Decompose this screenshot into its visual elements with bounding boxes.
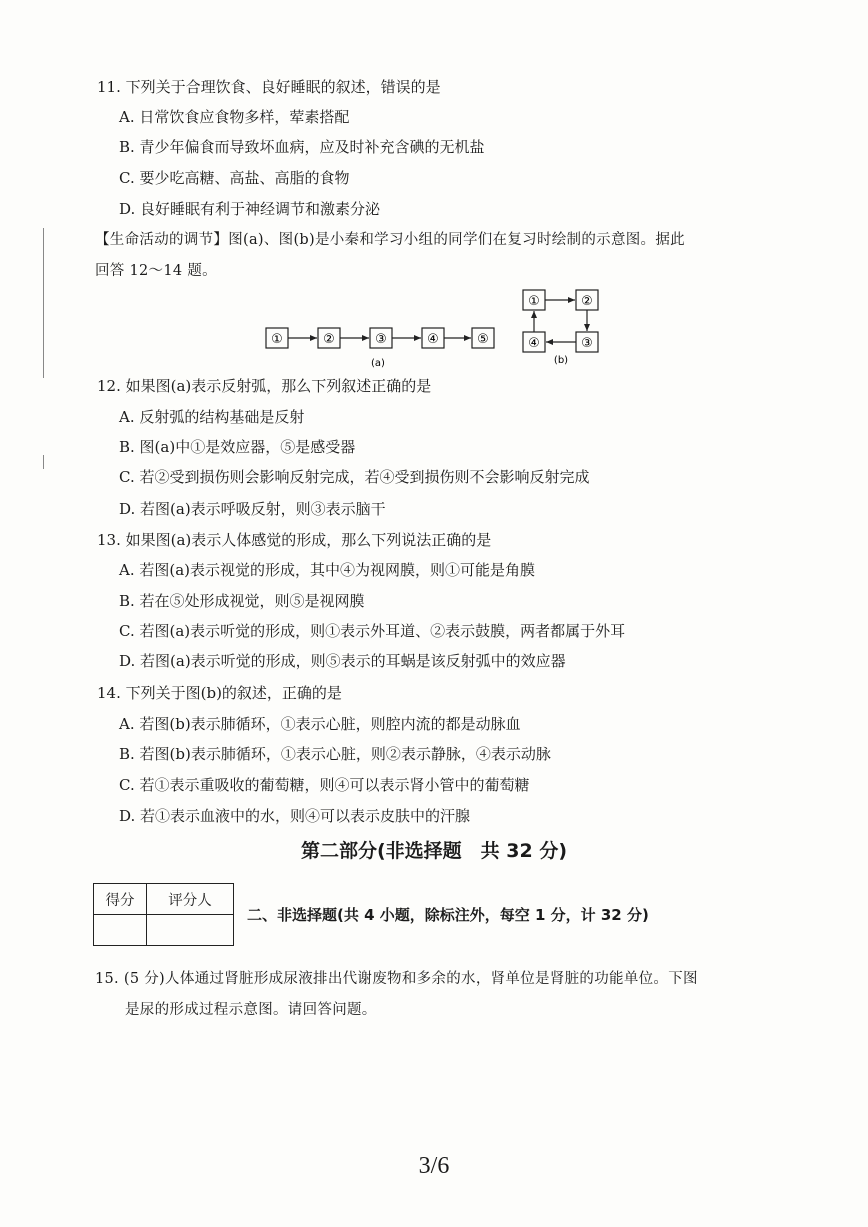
part-2-heading: 二、非选择题(共 4 小题，除标注外，每空 1 分，计 32 分) bbox=[247, 906, 649, 924]
question-12-option-b: B. 图(a)中①是效应器，⑤是感受器 bbox=[119, 438, 356, 456]
question-13-option-d: D. 若图(a)表示听觉的形成，则⑤表示的耳蜗是该反射弧中的效应器 bbox=[119, 652, 566, 670]
diagram-a-box-3: ③ bbox=[375, 332, 387, 347]
question-13-option-b: B. 若在⑤处形成视觉，则⑤是视网膜 bbox=[119, 592, 365, 610]
question-14-option-b: B. 若图(b)表示肺循环，①表示心脏，则②表示静脉，④表示动脉 bbox=[119, 745, 551, 763]
margin-mark-mid bbox=[43, 455, 44, 469]
question-15-line-1: 15. (5 分)人体通过肾脏形成尿液排出代谢废物和多余的水，肾单位是肾脏的功能单位。下图 bbox=[95, 971, 698, 987]
diagram-b-caption: (b) bbox=[553, 355, 569, 366]
diagram-b-box-1: ① bbox=[528, 294, 540, 309]
flow-diagrams bbox=[0, 0, 868, 380]
grader-cell bbox=[147, 915, 234, 946]
diagram-b-box-4: ④ bbox=[528, 336, 540, 351]
diagram-b-box-2: ② bbox=[581, 294, 593, 309]
score-cell bbox=[94, 915, 147, 946]
question-11-option-a: A. 日常饮食应食物多样，荤素搭配 bbox=[119, 108, 350, 126]
intro-line-1: 【生命活动的调节】图(a)、图(b)是小秦和学习小组的同学们在复习时绘制的示意图。据此 bbox=[95, 232, 685, 248]
question-13-option-a: A. 若图(a)表示视觉的形成，其中④为视网膜，则①可能是角膜 bbox=[119, 561, 536, 579]
question-15-line-2: 是尿的形成过程示意图。请回答问题。 bbox=[125, 1002, 377, 1018]
question-11-option-d: D. 良好睡眠有利于神经调节和激素分泌 bbox=[119, 200, 381, 218]
question-11-option-c: C. 要少吃高糖、高盐、高脂的食物 bbox=[119, 169, 350, 187]
diagram-a-box-4: ④ bbox=[427, 332, 439, 347]
diagram-a-caption: (a) bbox=[371, 358, 385, 369]
question-14-stem: 14. 下列关于图(b)的叙述，正确的是 bbox=[97, 684, 342, 702]
question-12-option-c: C. 若②受到损伤则会影响反射完成，若④受到损伤则不会影响反射完成 bbox=[119, 468, 590, 486]
diagram-b-box-3: ③ bbox=[581, 336, 593, 351]
question-11-stem: 11. 下列关于合理饮食、良好睡眠的叙述，错误的是 bbox=[97, 78, 441, 96]
question-14-option-d: D. 若①表示血液中的水，则④可以表示皮肤中的汗腺 bbox=[119, 807, 471, 825]
question-13-option-c: C. 若图(a)表示听觉的形成，则①表示外耳道、②表示鼓膜，两者都属于外耳 bbox=[119, 622, 626, 640]
score-label: 得分 bbox=[94, 884, 147, 915]
question-13-stem: 13. 如果图(a)表示人体感觉的形成，那么下列说法正确的是 bbox=[97, 531, 492, 549]
grader-label: 评分人 bbox=[147, 884, 234, 915]
page-number: 3/6 bbox=[418, 1153, 450, 1179]
question-11-option-b: B. 青少年偏食而导致坏血病，应及时补充含碘的无机盐 bbox=[119, 138, 485, 156]
question-12-stem: 12. 如果图(a)表示反射弧，那么下列叙述正确的是 bbox=[97, 377, 432, 395]
intro-line-2: 回答 12～14 题。 bbox=[95, 263, 217, 279]
diagram-a-box-2: ② bbox=[323, 332, 335, 347]
part-2-title: 第二部分(非选择题 共 32 分) bbox=[300, 840, 568, 862]
question-12-option-a: A. 反射弧的结构基础是反射 bbox=[119, 408, 305, 426]
score-table bbox=[93, 883, 234, 946]
question-14-option-a: A. 若图(b)表示肺循环，①表示心脏，则腔内流的都是动脉血 bbox=[119, 715, 521, 733]
diagram-a-box-1: ① bbox=[271, 332, 283, 347]
question-14-option-c: C. 若①表示重吸收的葡萄糖，则④可以表示肾小管中的葡萄糖 bbox=[119, 776, 530, 794]
diagram-a-box-5: ⑤ bbox=[477, 332, 489, 347]
question-12-option-d: D. 若图(a)表示呼吸反射，则③表示脑干 bbox=[119, 500, 386, 518]
